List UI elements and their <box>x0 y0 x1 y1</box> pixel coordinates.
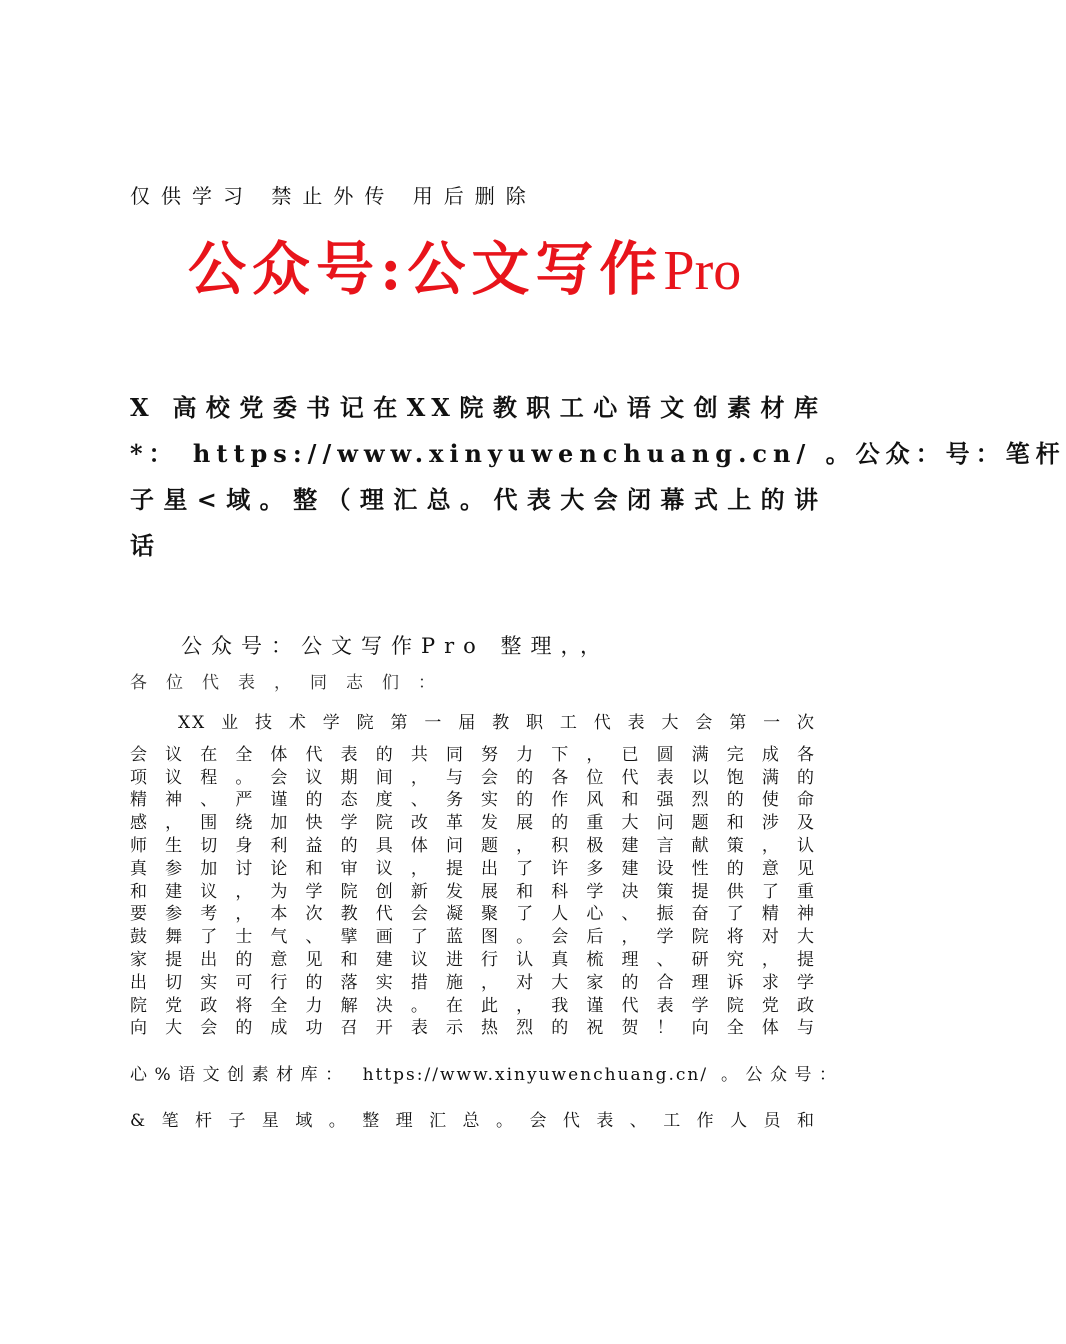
brand-cjk: 公众号:公文写作 <box>188 235 664 303</box>
body-line: 感，围绕加快学院改革发展的重大问题和涉及 <box>130 813 816 834</box>
footer-line-2: &笔杆子星域。整理汇总。会代表、工作人员和 <box>130 1111 816 1131</box>
body-line: 院党政将全力解决。在此，我谨代表学院党政 <box>130 995 816 1016</box>
body-line: 鼓舞了士气、擘画了蓝图。会后，学院将对大 <box>130 927 816 948</box>
title-line-2: *： https://www.xinyuwenchuang.cn/ 。公众：号：笔杆 <box>130 439 1066 468</box>
body-line: 出切实可行的落实措施，对大家的合理诉求学 <box>130 972 816 993</box>
title-line-3: 子星<域。整（理汇总。代表大会闭幕式上的讲 <box>130 485 824 514</box>
brand-latin: Pro <box>663 240 742 302</box>
body-line: 家提出的意见和建议进行认真梳理、研究，提 <box>130 949 816 970</box>
brand-banner <box>188 222 741 306</box>
title-line-1: X 高校党委书记在XX院教职工心语文创素材库 <box>130 393 824 422</box>
body-line: 项议程。会议期间，与会的各位代表以饱满的 <box>130 767 816 788</box>
body-line: 会议在全体代表的共同努力下，已圆满完成各 <box>130 744 816 765</box>
greeting: 各位代表，同志们： <box>130 673 454 693</box>
body-line: 师生切身利益的具体问题，积极建言献策，认 <box>130 835 816 856</box>
body-line: 真参加讨论和审议，提出了许多建设性的意见 <box>130 858 816 879</box>
organizer-credit: 公众号：公文写作Pro 整理，， <box>181 634 610 658</box>
document-title <box>130 385 1066 569</box>
body-paragraph <box>130 712 816 1040</box>
footer-line-1: 心%语文创素材库： https://www.xinyuwenchuang.cn/ 。公众号： <box>130 1065 838 1085</box>
body-line: 和建议，为学院创新发展和科学决策提供了重 <box>130 881 816 902</box>
body-line: 要参考，本次教代会凝聚了人心、振奋了精神 <box>130 904 816 925</box>
title-line-4: 话 <box>130 531 160 560</box>
body-line: 精神、严谨的态度、务实的作风和强烈的使命 <box>130 790 816 811</box>
body-line: XX业技术学院第一届教职工代表大会第一次 <box>178 713 816 733</box>
body-line: 向大会的成功召开表示热烈的祝贺！向全体与 <box>130 1018 816 1039</box>
usage-notice: 仅供学习 禁止外传 用后删除 <box>130 184 537 208</box>
